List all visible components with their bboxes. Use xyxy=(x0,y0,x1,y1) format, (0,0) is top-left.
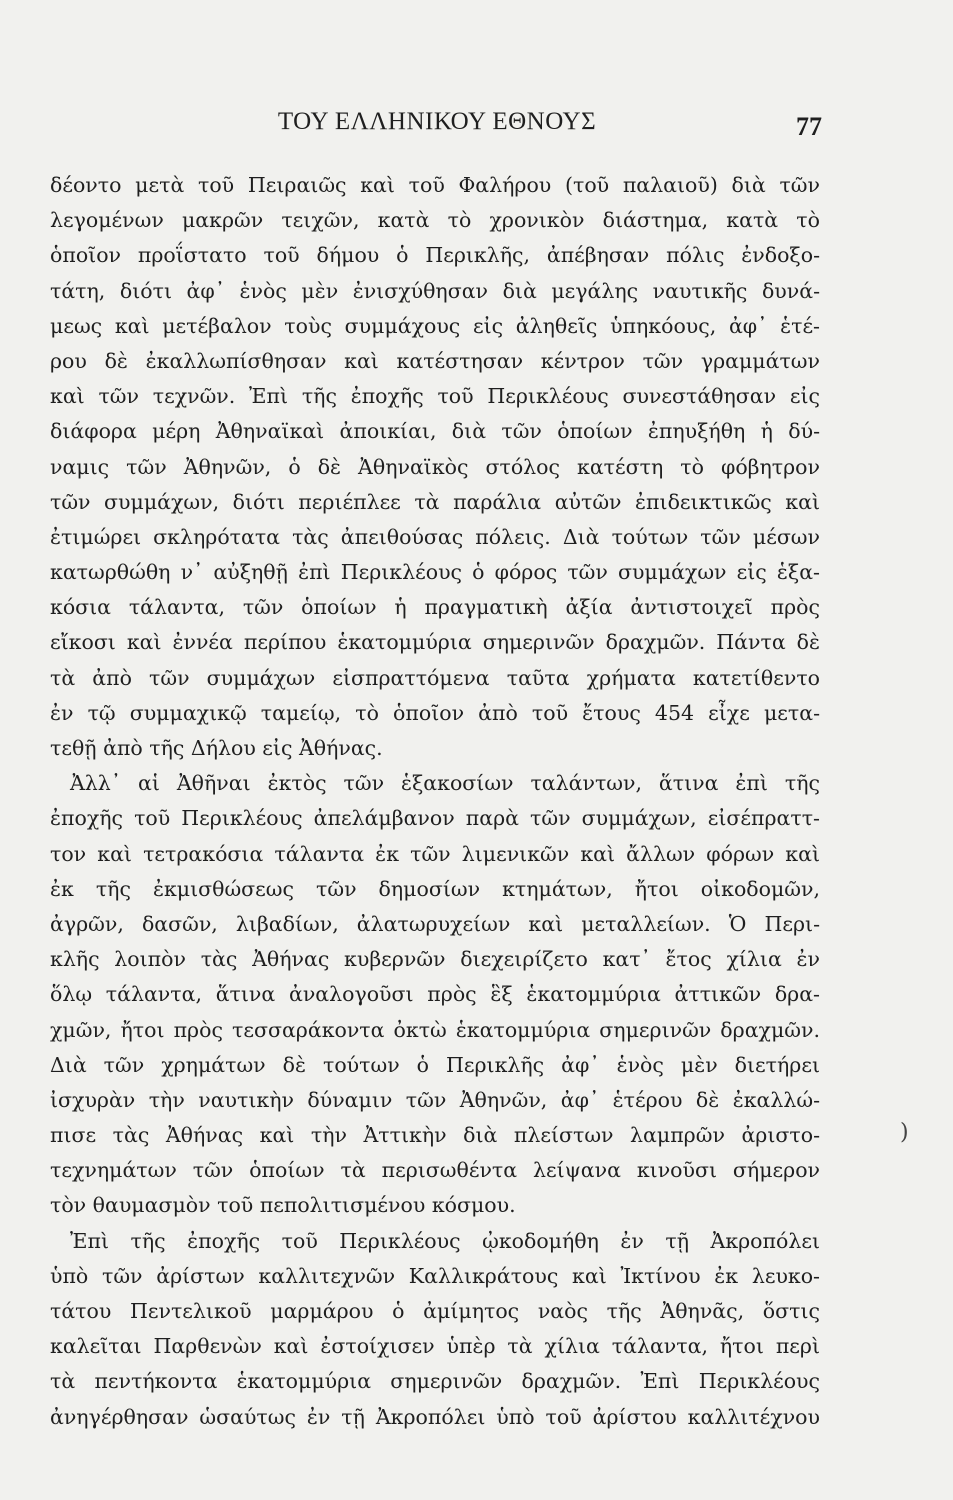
text-line: εἴκοσι καὶ ἐννέα περίπου ἑκατομμύρια σημερινῶν δραχμῶν. Πάντα δὲ xyxy=(50,630,820,655)
text-line: Διὰ τῶν χρημάτων δὲ τούτων ὁ Περικλῆς ἀφ᾿ ἑνὸς μὲν διετήρει xyxy=(50,1052,820,1077)
text-line: τῶν συμμάχων, διότι περιέπλεε τὰ παράλια αὐτῶν ἐπιδεικτικῶς καὶ xyxy=(50,489,820,514)
text-line: τάτη, διότι ἀφ᾿ ἑνὸς μὲν ἐνισχύθησαν διὰ μεγάλης ναυτικῆς δυνά- xyxy=(50,278,820,303)
text-line: τὰ πεντήκοντα ἑκατομμύρια σημερινῶν δραχμῶν. Ἐπὶ Περικλέους xyxy=(50,1369,820,1394)
text-line: ἐτιμώρει σκληρότατα τὰς ἀπειθούσας πόλεις. Διὰ τούτων τῶν μέσων xyxy=(50,524,820,549)
text-line: τεχνημάτων τῶν ὁποίων τὰ περισωθέντα λείψανα κινοῦσι σήμερον xyxy=(50,1158,820,1183)
body-text xyxy=(50,168,820,1435)
text-line: καλεῖται Παρθενὼν καὶ ἐστοίχισεν ὑπὲρ τὰ χίλια τάλαντα, ἤτοι περὶ xyxy=(50,1334,820,1359)
text-line: κατωρθώθη ν᾿ αὐξηθῇ ἐπὶ Περικλέους ὁ φόρος τῶν συμμάχων εἰς ἑξα- xyxy=(50,560,820,585)
text-line: ναμις τῶν Ἀθηνῶν, ὁ δὲ Ἀθηναϊκὸς στόλος κατέστη τὸ φόβητρον xyxy=(50,454,820,479)
text-line: ὁποῖον προΐστατο τοῦ δήμου ὁ Περικλῆς, ἀπέβησαν πόλις ἐνδοξο- xyxy=(50,243,820,268)
text-line: τάτου Πεντελικοῦ μαρμάρου ὁ ἀμίμητος ναὸς τῆς Ἀθηνᾶς, ὅστις xyxy=(50,1299,820,1323)
text-line: κόσια τάλαντα, τῶν ὁποίων ἡ πραγματικὴ ἀξία ἀντιστοιχεῖ πρὸς xyxy=(50,595,820,620)
text-line: τον καὶ τετρακόσια τάλαντα ἐκ τῶν λιμενικῶν καὶ ἄλλων φόρων καὶ xyxy=(50,841,820,866)
text-line: λεγομένων μακρῶν τειχῶν, κατὰ τὸ χρονικὸν διάστημα, κατὰ τὸ xyxy=(50,208,820,233)
text-line: ρου δὲ ἐκαλλωπίσθησαν καὶ κατέστησαν κέντρον τῶν γραμμάτων xyxy=(50,348,820,373)
text-line: ὑπὸ τῶν ἀρίστων καλλιτεχνῶν Καλλικράτους καὶ Ἰκτίνου ἐκ λευκο- xyxy=(50,1263,820,1288)
text-line: Ἀλλ᾿ αἱ Ἀθῆναι ἐκτὸς τῶν ἑξακοσίων ταλάντων, ἅτινα ἐπὶ τῆς xyxy=(70,771,820,796)
text-line: τεθῇ ἀπὸ τῆς Δήλου εἰς Ἀθήνας. xyxy=(50,736,383,760)
margin-mark: ) xyxy=(900,1120,909,1145)
text-line: τὰ ἀπὸ τῶν συμμάχων εἰσπραττόμενα ταῦτα χρήματα κατετίθεντο xyxy=(50,665,820,690)
text-line: ἰσχυρὰν τὴν ναυτικὴν δύναμιν τῶν Ἀθηνῶν, ἀφ᾿ ἑτέρου δὲ ἐκαλλώ- xyxy=(50,1087,820,1112)
text-line: ἀγρῶν, δασῶν, λιβαδίων, ἀλατωρυχείων καὶ μεταλλείων. Ὁ Περι- xyxy=(50,911,820,936)
text-line: τὸν θαυμασμὸν τοῦ πεπολιτισμένου κόσμου. xyxy=(50,1193,516,1218)
page-header xyxy=(52,108,822,142)
page-number: 77 xyxy=(796,112,822,141)
text-line: μεως καὶ μετέβαλον τοὺς συμμάχους εἰς ἀληθεῖς ὑπηκόους, ἀφ᾿ ἑτέ- xyxy=(50,313,820,338)
text-line: Ἐπὶ τῆς ἐποχῆς τοῦ Περικλέους ᾠκοδομήθη ἐν τῇ Ἀκροπόλει xyxy=(70,1228,820,1253)
text-line: καὶ τῶν τεχνῶν. Ἐπὶ τῆς ἐποχῆς τοῦ Περικλέους συνεστάθησαν εἰς xyxy=(50,384,820,409)
text-line: κλῆς λοιπὸν τὰς Ἀθήνας κυβερνῶν διεχειρίζετο κατ᾿ ἔτος χίλια ἐν xyxy=(50,947,820,972)
text-line: διάφορα μέρη Ἀθηναϊκαὶ ἀποικίαι, διὰ τῶν ὁποίων ἐπηυξήθη ἡ δύ- xyxy=(50,419,820,444)
text-line: δέοντο μετὰ τοῦ Πειραιῶς καὶ τοῦ Φαλήρου (τοῦ παλαιοῦ) διὰ τῶν xyxy=(50,173,820,197)
text-line: ἐν τῷ συμμαχικῷ ταμείῳ, τὸ ὁποῖον ἀπὸ τοῦ ἔτους 454 εἶχε μετα- xyxy=(50,700,820,725)
text-line: πισε τὰς Ἀθήνας καὶ τὴν Ἀττικὴν διὰ πλείστων λαμπρῶν ἀριστο- xyxy=(50,1123,820,1148)
text-line: ἀνηγέρθησαν ὡσαύτως ἐν τῇ Ἀκροπόλει ὑπὸ τοῦ ἀρίστου καλλιτέχνου xyxy=(50,1404,820,1429)
text-line: ἐποχῆς τοῦ Περικλέους ἀπελάμβανον παρὰ τῶν συμμάχων, εἰσέπραττ- xyxy=(50,806,820,831)
text-line: ἐκ τῆς ἐκμισθώσεως τῶν δημοσίων κτημάτων, ἤτοι οἰκοδομῶν, xyxy=(50,876,820,901)
running-title: ΤΟΥ ΕΛΛΗΝΙΚΟΥ ΕΘΝΟΥΣ xyxy=(277,108,597,135)
text-line: ὅλῳ τάλαντα, ἅτινα ἀναλογοῦσι πρὸς ἓξ ἑκατομμύρια ἀττικῶν δρα- xyxy=(50,982,820,1007)
text-line: χμῶν, ἤτοι πρὸς τεσσαράκοντα ὀκτὼ ἑκατομμύρια σημερινῶν δραχμῶν. xyxy=(50,1017,820,1042)
